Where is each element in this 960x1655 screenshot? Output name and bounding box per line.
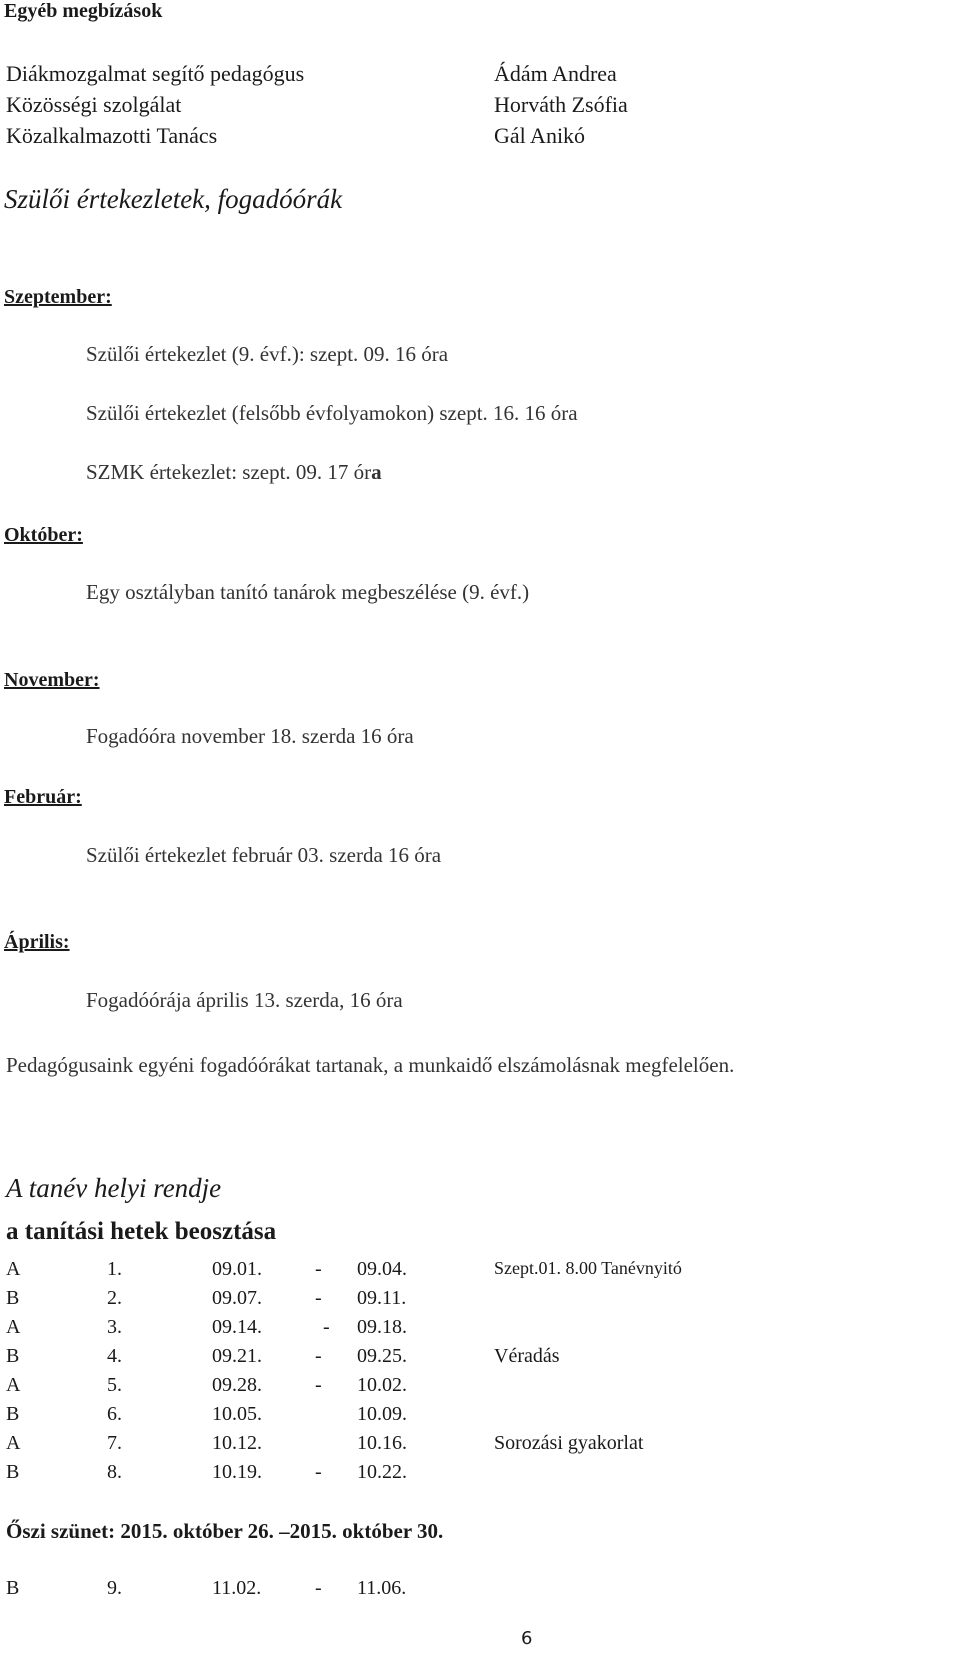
- table-row: [0, 1577, 960, 1605]
- week-ab: B: [6, 1461, 20, 1483]
- assignment-person: Horváth Zsófia: [494, 92, 628, 117]
- week-start: 10.12.: [212, 1432, 262, 1454]
- table-row: [0, 1461, 960, 1489]
- assignment-person: Gál Anikó: [494, 123, 586, 148]
- week-note: Véradás: [494, 1345, 560, 1367]
- section-local-order: A tanév helyi rendje: [6, 1173, 222, 1203]
- event-item: Fogadóóra november 18. szerda 16 óra: [86, 724, 414, 748]
- week-number: 1.: [107, 1258, 122, 1280]
- week-dash: -: [315, 1461, 322, 1483]
- table-row: [0, 1403, 960, 1431]
- week-dash: -: [315, 1258, 322, 1280]
- event-item: Fogadóórája április 13. szerda, 16 óra: [86, 988, 403, 1012]
- week-number: 5.: [107, 1374, 122, 1396]
- week-start: 09.01.: [212, 1258, 262, 1280]
- week-start: 09.14.: [212, 1316, 262, 1338]
- table-row: [0, 1432, 960, 1460]
- week-ab: A: [6, 1316, 21, 1338]
- week-dash: -: [315, 1374, 322, 1396]
- week-dash: -: [315, 1577, 322, 1599]
- assignment-role: Közalkalmazotti Tanács: [6, 123, 218, 148]
- month-april: Április:: [4, 931, 70, 953]
- month-february: Február:: [4, 786, 82, 808]
- event-item: Egy osztályban tanító tanárok megbeszélése (9. évf.): [86, 580, 530, 604]
- table-row: [0, 1345, 960, 1373]
- week-number: 6.: [107, 1403, 122, 1425]
- week-end: 10.22.: [357, 1461, 407, 1483]
- week-end: 09.18.: [357, 1316, 407, 1338]
- event-item: Szülői értekezlet február 03. szerda 16 óra: [86, 843, 442, 867]
- month-november: November:: [4, 669, 100, 691]
- week-dash: -: [323, 1316, 330, 1338]
- week-ab: B: [6, 1287, 20, 1309]
- week-ab: A: [6, 1374, 21, 1396]
- assignment-person: Ádám Andrea: [494, 61, 617, 86]
- autumn-break: Őszi szünet: 2015. október 26. –2015. október 30.: [6, 1519, 444, 1543]
- section-parent-meetings: Szülői értekezletek, fogadóórák: [4, 184, 343, 214]
- week-ab: B: [6, 1403, 20, 1425]
- week-end: 10.09.: [357, 1403, 407, 1425]
- month-october: Október:: [4, 524, 83, 546]
- week-start: 09.28.: [212, 1374, 262, 1396]
- table-row: [0, 1287, 960, 1315]
- week-number: 7.: [107, 1432, 122, 1454]
- week-end: 09.25.: [357, 1345, 407, 1367]
- page-number: 6: [521, 1628, 533, 1649]
- assignment-role: Közösségi szolgálat: [6, 92, 182, 117]
- week-end: 09.11.: [357, 1287, 407, 1309]
- table-row: [0, 1316, 960, 1344]
- week-end: 10.02.: [357, 1374, 407, 1396]
- week-start: 11.02.: [212, 1577, 262, 1599]
- table-row: [0, 1258, 960, 1286]
- week-start: 09.21.: [212, 1345, 262, 1367]
- heading-other-assignments: Egyéb megbízások: [4, 0, 163, 22]
- week-ab: B: [6, 1577, 20, 1599]
- assignment-role: Diákmozgalmat segítő pedagógus: [6, 61, 305, 86]
- consultation-note: Pedagógusaink egyéni fogadóórákat tartanak, a munkaidő elszámolásnak megfelelően.: [6, 1053, 735, 1077]
- week-ab: A: [6, 1432, 21, 1454]
- week-end: 11.06.: [357, 1577, 407, 1599]
- week-number: 3.: [107, 1316, 122, 1338]
- week-start: 10.05.: [212, 1403, 262, 1425]
- week-dash: -: [315, 1287, 322, 1309]
- week-end: 10.16.: [357, 1432, 407, 1454]
- section-weeks-schedule: a tanítási hetek beosztása: [6, 1218, 277, 1245]
- week-dash: -: [315, 1345, 322, 1367]
- event-item: SZMK értekezlet: szept. 09. 17 óra: [86, 460, 382, 484]
- event-item: Szülői értekezlet (9. évf.): szept. 09. 16 óra: [86, 342, 449, 366]
- week-number: 4.: [107, 1345, 122, 1367]
- week-number: 9.: [107, 1577, 122, 1599]
- week-ab: A: [6, 1258, 21, 1280]
- week-note: Sorozási gyakorlat: [494, 1432, 644, 1454]
- event-item: Szülői értekezlet (felsőbb évfolyamokon) szept. 16. 16 óra: [86, 401, 578, 425]
- week-start: 09.07.: [212, 1287, 262, 1309]
- week-note: Szept.01. 8.00 Tanévnyitó: [494, 1258, 682, 1278]
- week-start: 10.19.: [212, 1461, 262, 1483]
- week-number: 2.: [107, 1287, 122, 1309]
- week-end: 09.04.: [357, 1258, 407, 1280]
- week-number: 8.: [107, 1461, 122, 1483]
- week-ab: B: [6, 1345, 20, 1367]
- month-september: Szeptember:: [4, 286, 112, 308]
- table-row: [0, 1374, 960, 1402]
